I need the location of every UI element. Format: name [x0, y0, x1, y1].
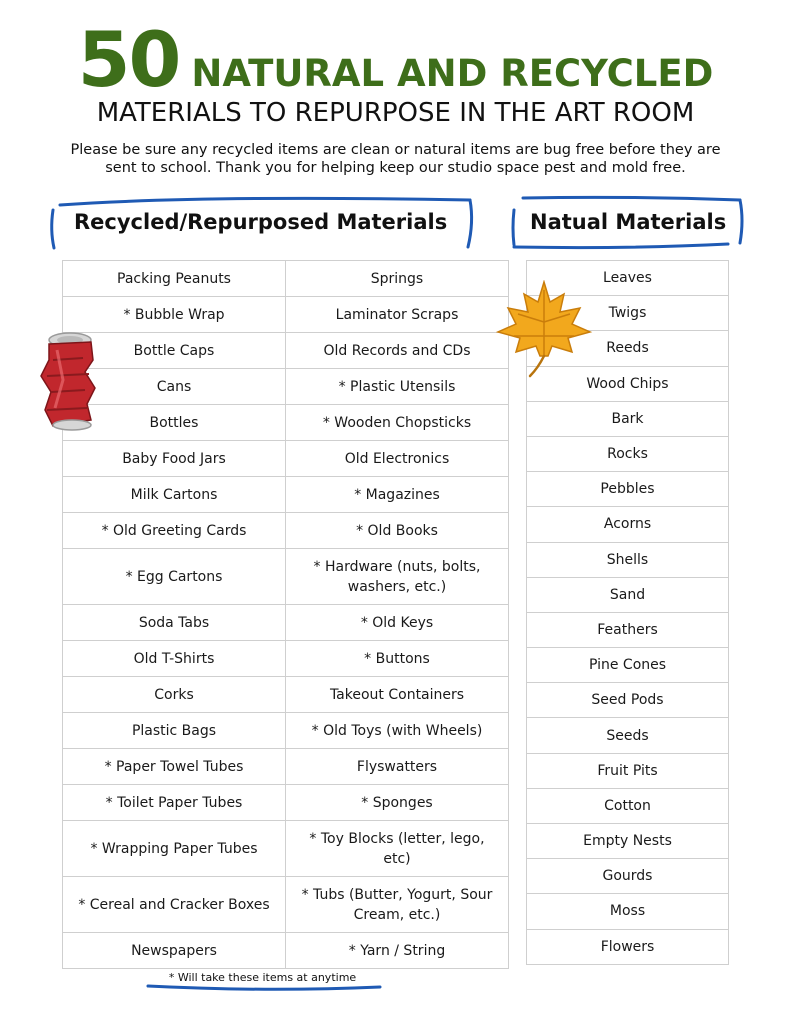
footnote: * Will take these items at anytime — [168, 971, 357, 984]
table-cell: Pebbles — [527, 472, 729, 507]
table-row — [63, 441, 509, 477]
table-cell: * Old Toys (with Wheels) — [286, 713, 509, 749]
recycled-heading-right-stroke — [468, 200, 472, 247]
table-cell: Moss — [527, 894, 729, 929]
table-row — [527, 718, 729, 753]
intro-line-1: Please be sure any recycled items are clean or natural items are bug free before they are — [70, 142, 721, 158]
table-cell: Empty Nests — [527, 824, 729, 859]
table-row — [527, 472, 729, 507]
table-cell: Gourds — [527, 859, 729, 894]
table-row — [527, 788, 729, 823]
recycled-heading-top-stroke — [60, 198, 470, 205]
table-cell: * Paper Towel Tubes — [63, 749, 286, 785]
table-row — [527, 683, 729, 718]
table-row — [527, 507, 729, 542]
page-title: NATURAL AND RECYCLED — [191, 52, 714, 95]
recycled-heading: Recycled/Repurposed Materials — [74, 210, 448, 234]
table-cell: Bottle Caps — [63, 333, 286, 369]
table-cell: Fruit Pits — [527, 753, 729, 788]
table-cell: Old Records and CDs — [286, 333, 509, 369]
table-cell: Soda Tabs — [63, 605, 286, 641]
table-cell: Shells — [527, 542, 729, 577]
table-row — [63, 405, 509, 441]
table-row — [63, 549, 509, 605]
natural-heading-top-stroke — [523, 197, 740, 200]
table-cell: Seed Pods — [527, 683, 729, 718]
table-cell: Leaves — [527, 261, 729, 296]
table-cell: Wood Chips — [527, 366, 729, 401]
table-row — [63, 513, 509, 549]
table-cell: Takeout Containers — [286, 677, 509, 713]
table-row — [527, 824, 729, 859]
table-cell: Flowers — [527, 929, 729, 964]
crushed-can-icon — [33, 330, 103, 432]
table-cell: Newspapers — [63, 933, 286, 969]
table-cell: * Yarn / String — [286, 933, 509, 969]
table-cell: * Sponges — [286, 785, 509, 821]
table-row — [527, 894, 729, 929]
table-row — [527, 577, 729, 612]
table-row — [63, 677, 509, 713]
table-row — [63, 933, 509, 969]
intro-line-2: sent to school. Thank you for helping keep our studio space pest and mold free. — [105, 160, 686, 176]
table-cell: * Old Books — [286, 513, 509, 549]
table-row — [63, 821, 509, 877]
natural-heading: Natual Materials — [530, 210, 727, 234]
table-cell: Feathers — [527, 612, 729, 647]
table-row — [63, 785, 509, 821]
table-cell: Plastic Bags — [63, 713, 286, 749]
table-cell: * Wooden Chopsticks — [286, 405, 509, 441]
table-cell: * Egg Cartons — [63, 549, 286, 605]
table-row — [63, 333, 509, 369]
table-row — [527, 648, 729, 683]
table-cell: Springs — [286, 261, 509, 297]
table-cell: * Buttons — [286, 641, 509, 677]
table-cell: Old T-Shirts — [63, 641, 286, 677]
table-cell: Cotton — [527, 788, 729, 823]
table-cell: Acorns — [527, 507, 729, 542]
table-row — [63, 713, 509, 749]
recycled-materials-table — [62, 260, 509, 969]
table-cell: Pine Cones — [527, 648, 729, 683]
table-cell: Packing Peanuts — [63, 261, 286, 297]
table-cell: Rocks — [527, 436, 729, 471]
table-cell: * Bubble Wrap — [63, 297, 286, 333]
table-cell: Reeds — [527, 331, 729, 366]
table-row — [527, 859, 729, 894]
table-row — [63, 877, 509, 933]
table-row — [63, 749, 509, 785]
table-row — [527, 612, 729, 647]
natural-heading-left-stroke — [513, 210, 514, 245]
maple-leaf-icon — [494, 280, 594, 378]
table-row — [63, 297, 509, 333]
table-cell: Bottles — [63, 405, 286, 441]
table-row — [527, 753, 729, 788]
page-subtitle: MATERIALS TO REPURPOSE IN THE ART ROOM — [96, 98, 695, 128]
table-row — [527, 401, 729, 436]
table-cell: * Toy Blocks (letter, lego, etc) — [286, 821, 509, 877]
table-cell: Sand — [527, 577, 729, 612]
table-cell: Twigs — [527, 296, 729, 331]
table-cell: Baby Food Jars — [63, 441, 286, 477]
table-row — [527, 929, 729, 964]
table-row — [63, 477, 509, 513]
table-cell: * Cereal and Cracker Boxes — [63, 877, 286, 933]
table-row — [63, 369, 509, 405]
table-cell: Laminator Scraps — [286, 297, 509, 333]
table-row — [527, 436, 729, 471]
table-cell: Milk Cartons — [63, 477, 286, 513]
table-row — [63, 261, 509, 297]
table-cell: Flyswatters — [286, 749, 509, 785]
table-cell: * Hardware (nuts, bolts, washers, etc.) — [286, 549, 509, 605]
natural-heading-right-stroke — [740, 200, 742, 243]
table-row — [63, 641, 509, 677]
table-cell: Corks — [63, 677, 286, 713]
table-cell: * Magazines — [286, 477, 509, 513]
table-cell: Bark — [527, 401, 729, 436]
table-cell: * Tubs (Butter, Yogurt, Sour Cream, etc.) — [286, 877, 509, 933]
table-row — [63, 605, 509, 641]
table-cell: * Toilet Paper Tubes — [63, 785, 286, 821]
table-row — [527, 542, 729, 577]
table-cell: Cans — [63, 369, 286, 405]
table-cell: * Old Keys — [286, 605, 509, 641]
table-cell: * Old Greeting Cards — [63, 513, 286, 549]
footnote-underline-stroke — [148, 986, 380, 989]
title-number: 50 — [77, 15, 180, 104]
table-cell: * Wrapping Paper Tubes — [63, 821, 286, 877]
table-cell: * Plastic Utensils — [286, 369, 509, 405]
natural-heading-bottom-stroke — [514, 244, 728, 248]
table-cell: Seeds — [527, 718, 729, 753]
recycled-heading-left-stroke — [52, 210, 54, 248]
table-cell: Old Electronics — [286, 441, 509, 477]
